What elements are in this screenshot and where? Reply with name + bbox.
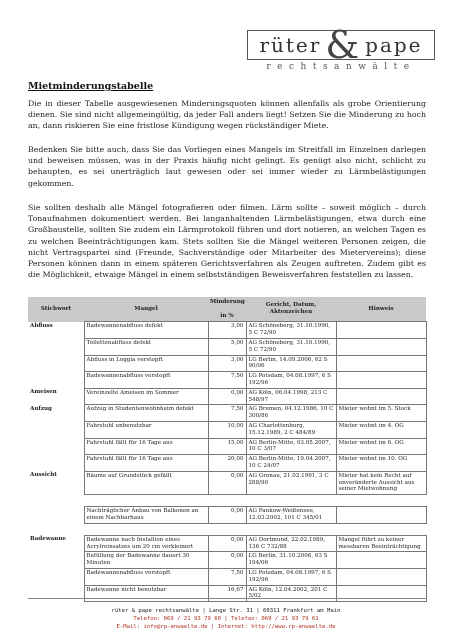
cell-minderung: 3,00 [208,322,246,339]
cell-hinweis: Mieter hat kein Recht auf unveränderte Aussicht aus seiner Mietwohnung [336,471,426,494]
cell-hinweis [336,585,426,602]
cell-mangel: Nachträglicher Anbau von Balkonen an einem Nachbarhaus [84,507,208,524]
cell-stichwort: Aufzug [30,405,52,412]
cell-mangel: Aufzug in Studentenwohnheim defekt [84,405,208,422]
cell-gericht: AG Schöneberg, 31.10.1990, 5 C 72/90 [246,338,336,355]
cell-stichwort: Abfluss [30,322,53,329]
footer-divider [28,598,426,599]
cell-minderung: 0,00 [208,471,246,494]
cell-mangel: Badewannenabfluss verstopft [84,372,208,389]
header-stichwort: Stichwort [28,297,84,322]
cell-hinweis [336,568,426,585]
table-row [28,507,426,524]
cell-hinweis [336,322,426,339]
cell-gericht: LG Berlin, 14.09.2006, 62 S 90/06 [246,355,336,372]
table-spacer [28,495,426,507]
cell-mangel: Badewannenabfluss defekt [84,322,208,339]
cell-hinweis [336,338,426,355]
spacer-cell [28,495,426,507]
cell-stichwort [28,355,84,372]
header-minderung-label: Minderung [210,299,245,305]
header-hinweis: Hinweis [336,297,426,322]
logo-subtitle: rechtsanwälte [266,62,416,72]
cell-gericht: LG Potsdam, 04.08.1997, 6 S 192/96 [246,568,336,585]
table-row [28,388,426,405]
cell-mangel: Fahrstuhl fällt für 16 Tage aus [84,438,208,455]
cell-minderung: 0,00 [208,507,246,524]
cell-hinweis [336,372,426,389]
cell-minderung: 10,00 [208,421,246,438]
cell-hinweis: Mieter wohnt im 10. OG [336,455,426,472]
footer-phone: Telefon: 069 / 21 93 79 60 | Telefax: 069 / 21 93 79 61 [133,616,319,622]
cell-hinweis: Mangel führt zu keiner messbaren Beeinträchtigung [336,535,426,552]
intro-paragraph: Die in dieser Tabelle ausgewiesenen Minderungsquoten können allenfalls als grobe Orientierung dienen. Sie sind nicht allgemeingültig, da jeder Fall anders liegt! Setzen Sie die Minderung zu hoch an, dann riskieren Sie eine fristlose Kündigung wegen rückständiger Miete. [28,99,426,131]
reduction-table [28,297,427,602]
table-row [28,471,426,494]
header-gericht: Gericht, Datum, Aktenzeichen [246,297,336,322]
cell-stichwort [28,552,84,569]
cell-hinweis [336,552,426,569]
cell-gericht: AG Dortmund, 22.02.1989, 136 C 732/88 [246,535,336,552]
cell-hinweis: Mieter wohnt im 6. OG [336,438,426,455]
cell-minderung: 15,00 [208,438,246,455]
cell-stichwort: Aussicht [30,472,57,479]
cell-mangel: Fahrstuhl unbenutzbar [84,421,208,438]
table-row [28,372,426,389]
cell-hinweis [336,388,426,405]
cell-stichwort [28,438,84,455]
cell-mangel: Abfluss in Loggia verstopft [84,355,208,372]
table-row [28,355,426,372]
cell-minderung: 7,50 [208,372,246,389]
documentation-paragraph: Sie sollten deshalb alle Mängel fotografieren oder filmen. Lärm sollte – soweit möglich – durch Tonaufnahmen dokumentiert werden. Bei langanhaltenden Lärmbelästigungen, etwa durch eine Großbaustelle, sollten Sie zudem ein Lärmprotokoll führen und dort notieren, an welchen Tagen es zu welchen Beeinträchtigungen kam. Stets sollten Sie die Mängel weiteren Personen zeigen, die nicht Vertragspartei sind (Freunde, Sachverständige oder Mitarbeiter des Mietervereins); diese Personen können dann in einem späteren Gerichtsverfahren als Zeugen auftreten. Zudem gibt es die Möglichkeit, etwaige Mängel in einem selbstständigen Beweisverfahren feststellen zu lassen. [28,203,426,280]
cell-mangel: Bäume auf Grundstück gefällt [84,471,208,494]
cell-stichwort [28,455,84,472]
spacer-cell [28,523,426,535]
cell-minderung: 0,00 [208,535,246,552]
cell-minderung: 5,00 [208,338,246,355]
footer-contact: E-Mail: info@rp-anwaelte.de | Internet: http://www.rp-anwaelte.de [116,624,336,630]
cell-mangel: Fahrstuhl fällt für 16 Tage aus [84,455,208,472]
cell-gericht: AG Gronau, 21.02.1991, 3 C 288/90 [246,471,336,494]
cell-minderung: 20,00 [208,455,246,472]
cell-gericht: AG Berlin-Mitte, 19.04.2007, 10 C 24/07 [246,455,336,472]
cell-gericht: AG Köln, 12.04.2002, 201 C 5/02 [246,585,336,602]
cell-minderung: 0,00 [208,552,246,569]
cell-stichwort [28,421,84,438]
cell-stichwort [28,507,84,524]
header-unit: in % [220,312,234,319]
cell-minderung: 3,00 [208,355,246,372]
evidence-paragraph: Bedenken Sie bitte auch, dass Sie das Vorliegen eines Mangels im Streitfall im Einzelnen darlegen und beweisen müssen, was in der Praxis häufig nicht gelingt. Es genügt also nicht, schlicht zu behaupten, es sei unerträglich laut gewesen oder sei immer wieder zu Lärmbelästigungen gekommen. [28,145,426,188]
cell-gericht: AG Köln, 06.04.1998, 213 C 548/97 [246,388,336,405]
cell-gericht: LG Potsdam, 04.08.1997, 6 S 192/96 [246,372,336,389]
cell-gericht: AG Bremen, 04.12.1986, 10 C 300/86 [246,405,336,422]
logo-left-word: rüter [259,33,322,57]
cell-minderung: 0,00 [208,388,246,405]
cell-minderung: 7,50 [208,568,246,585]
table-row [28,322,426,339]
table-row [28,568,426,585]
cell-mangel: Badewanne nach Installion eines Acrylreinsatzes um 20 cm verkleinert [84,535,208,552]
table-row [28,455,426,472]
cell-stichwort [28,372,84,389]
cell-mangel: Badewanne nicht benutzbar [84,585,208,602]
table-row [28,438,426,455]
cell-hinweis: Mieter wohnt im 4. OG [336,421,426,438]
header-mangel: Mangel [84,297,208,322]
cell-hinweis: Mieter wohnt im 5. Stock [336,405,426,422]
cell-mangel: Befüllung der Badewanne dauert 30 Minuten [84,552,208,569]
table-spacer [28,523,426,535]
firm-logo [247,23,435,76]
cell-hinweis [336,355,426,372]
table-row [28,552,426,569]
cell-stichwort [28,585,84,602]
logo-ampersand: & [325,23,362,67]
cell-stichwort: Ameisen [30,389,57,396]
cell-stichwort: Badewanne [30,536,66,543]
cell-stichwort [28,568,84,585]
cell-hinweis [336,507,426,524]
table-row [28,535,426,552]
logo-right-word: pape [365,33,423,57]
cell-gericht: AG Charlottenburg, 15.12.1989, 2 C 484/89 [246,421,336,438]
cell-gericht: LG Berlin, 31.10.2006, 63 S 194/06 [246,552,336,569]
cell-mangel: Toilettenabfluss defekt [84,338,208,355]
cell-minderung: 16,67 [208,585,246,602]
cell-gericht: AG Schöneberg, 31.10.1990, 5 C 72/90 [246,322,336,339]
cell-minderung: 7,50 [208,405,246,422]
table-header-row [28,297,426,322]
table-row [28,338,426,355]
cell-gericht: AG Pankow-Weißensee, 12.03.2002, 101 C 345/01 [246,507,336,524]
cell-stichwort [28,338,84,355]
table-row [28,421,426,438]
table-row [28,585,426,602]
footer-address: rüter & pape rechtsanwälte | Lange Str. 31 | 60311 Frankfurt am Main [111,608,341,614]
table-row [28,405,426,422]
cell-mangel: Badewannenabfluss verstopft [84,568,208,585]
header-minderung [208,297,246,322]
table-body [28,322,426,602]
cell-mangel: Vereinzelte Ameisen im Sommer [84,388,208,405]
document-title: Mietminderungstabelle [28,81,154,92]
cell-gericht: AG Berlin-Mitte, 03.05.2007, 10 C 3/07 [246,438,336,455]
